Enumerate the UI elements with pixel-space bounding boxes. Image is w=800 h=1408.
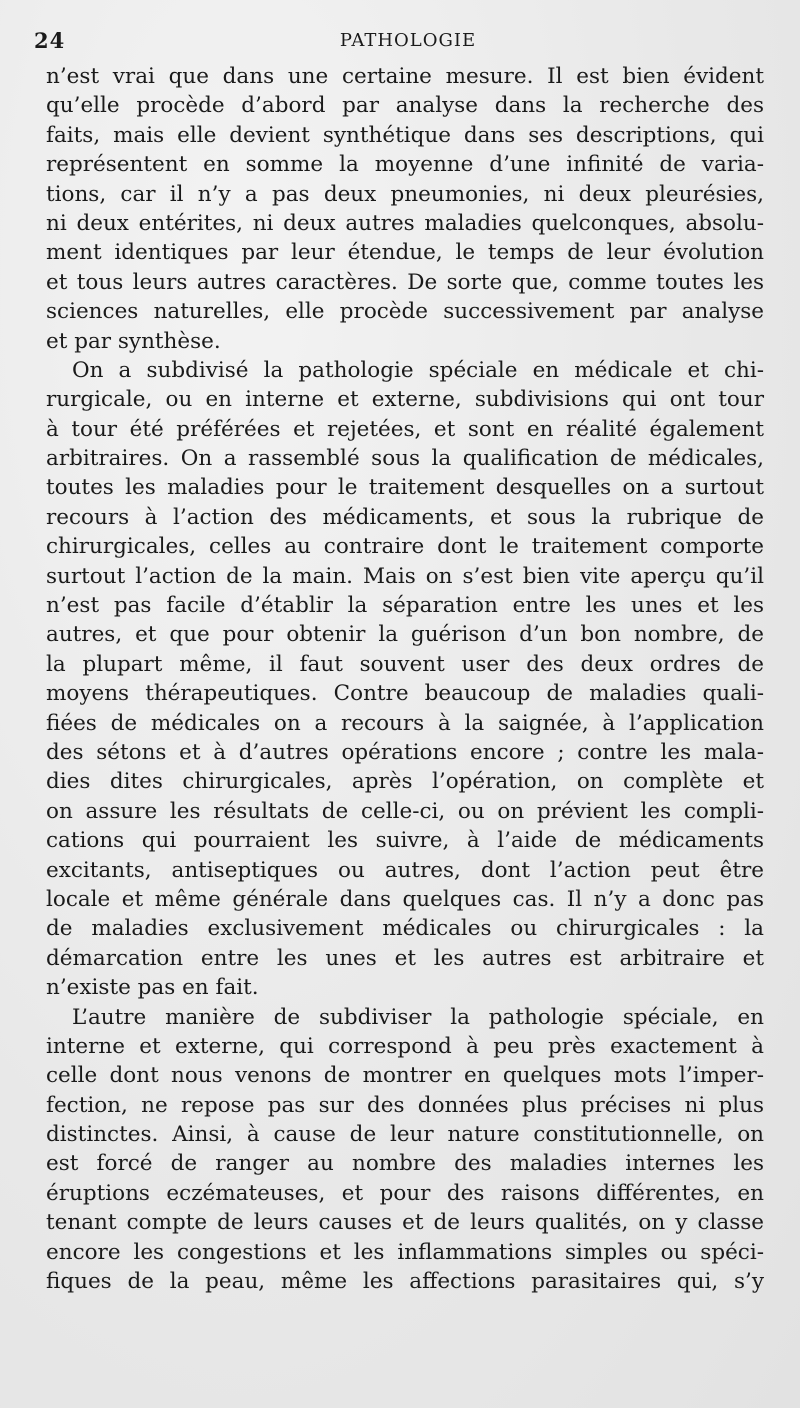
text-line: fiées de médicales on a recours à la saignée, à l’application [46,710,764,736]
text-line: n’existe pas en fait. [46,975,259,1001]
text-line: on assure les résultats de celle-ci, ou on prévient les compli- [46,798,764,824]
text-line: faits, mais elle devient synthétique dans ses descriptions, qui [46,122,764,148]
text-line: dies dites chirurgicales, après l’opération, on complète et [46,769,764,795]
text-line: démarcation entre les unes et les autres est arbitraire et [46,945,764,971]
body-text [46,62,764,1296]
text-line: encore les congestions et les inflammations simples ou spéci- [46,1239,764,1265]
text-line: à tour été préférées et rejetées, et sont en réalité également [46,416,764,442]
text-line: distinctes. Ainsi, à cause de leur nature constitutionnelle, on [46,1122,764,1148]
text-line: locale et même générale dans quelques cas. Il n’y a donc pas [46,886,764,912]
text-line: ment identiques par leur étendue, le temps de leur évolution [46,240,764,266]
text-line: fection, ne repose pas sur des données plus précises ni plus [46,1092,764,1118]
text-line: la plupart même, il faut souvent user des deux ordres de [46,651,764,677]
text-line: fiques de la peau, même les affections parasitaires qui, s’y [46,1269,764,1295]
text-line: rurgicale, ou en interne et externe, subdivisions qui ont tour [46,387,764,413]
text-line: tions, car il n’y a pas deux pneumonies, ni deux pleurésies, [46,181,764,207]
text-line: recours à l’action des médicaments, et sous la rubrique de [46,504,764,530]
text-line: excitants, antiseptiques ou autres, dont l’action peut être [46,857,764,883]
text-line: arbitraires. On a rassemblé sous la qualification de médicales, [46,446,764,472]
text-line: sciences naturelles, elle procède successivement par analyse [46,299,764,325]
text-line: qu’elle procède d’abord par analyse dans la recherche des [46,93,764,119]
text-line: n’est pas facile d’établir la séparation entre les unes et les [46,593,764,619]
text-line: des sétons et à d’autres opérations encore ; contre les mala- [46,739,764,765]
text-line: interne et externe, qui correspond à peu près exactement à [46,1033,764,1059]
text-line: est forcé de ranger au nombre des maladies internes les [46,1151,764,1177]
text-line: moyens thérapeutiques. Contre beaucoup de maladies quali- [46,681,764,707]
text-line: représentent en somme la moyenne d’une infinité de varia- [46,152,764,178]
text-line: celle dont nous venons de montrer en quelques mots l’imper- [46,1063,764,1089]
text-line: L’autre manière de subdiviser la pathologie spéciale, en [72,1004,764,1030]
running-head: PATHOLOGIE [339,30,477,51]
text-line: autres, et que pour obtenir la guérison d’un bon nombre, de [46,622,764,648]
text-line: éruptions eczémateuses, et pour des raisons différentes, en [46,1180,764,1206]
text-line: toutes les maladies pour le traitement desquelles on a surtout [46,475,764,501]
page-header [34,28,752,62]
text-line: ni deux entérites, ni deux autres maladies quelconques, absolu- [46,210,764,236]
page-number: 24 [34,28,66,53]
text-line: chirurgicales, celles au contraire dont le traitement comporte [46,534,764,560]
text-line: cations qui pourraient les suivre, à l’aide de médicaments [46,828,764,854]
text-line: On a subdivisé la pathologie spéciale en médicale et chi- [72,357,764,383]
text-line: tenant compte de leurs causes et de leurs qualités, on y classe [46,1210,764,1236]
text-line: surtout l’action de la main. Mais on s’est bien vite aperçu qu’il [46,563,764,589]
text-line: et par synthèse. [46,328,221,354]
text-line: de maladies exclusivement médicales ou chirurgicales : la [46,916,764,942]
text-line: et tous leurs autres caractères. De sorte que, comme toutes les [46,269,764,295]
text-line: n’est vrai que dans une certaine mesure. Il est bien évident [46,64,764,89]
